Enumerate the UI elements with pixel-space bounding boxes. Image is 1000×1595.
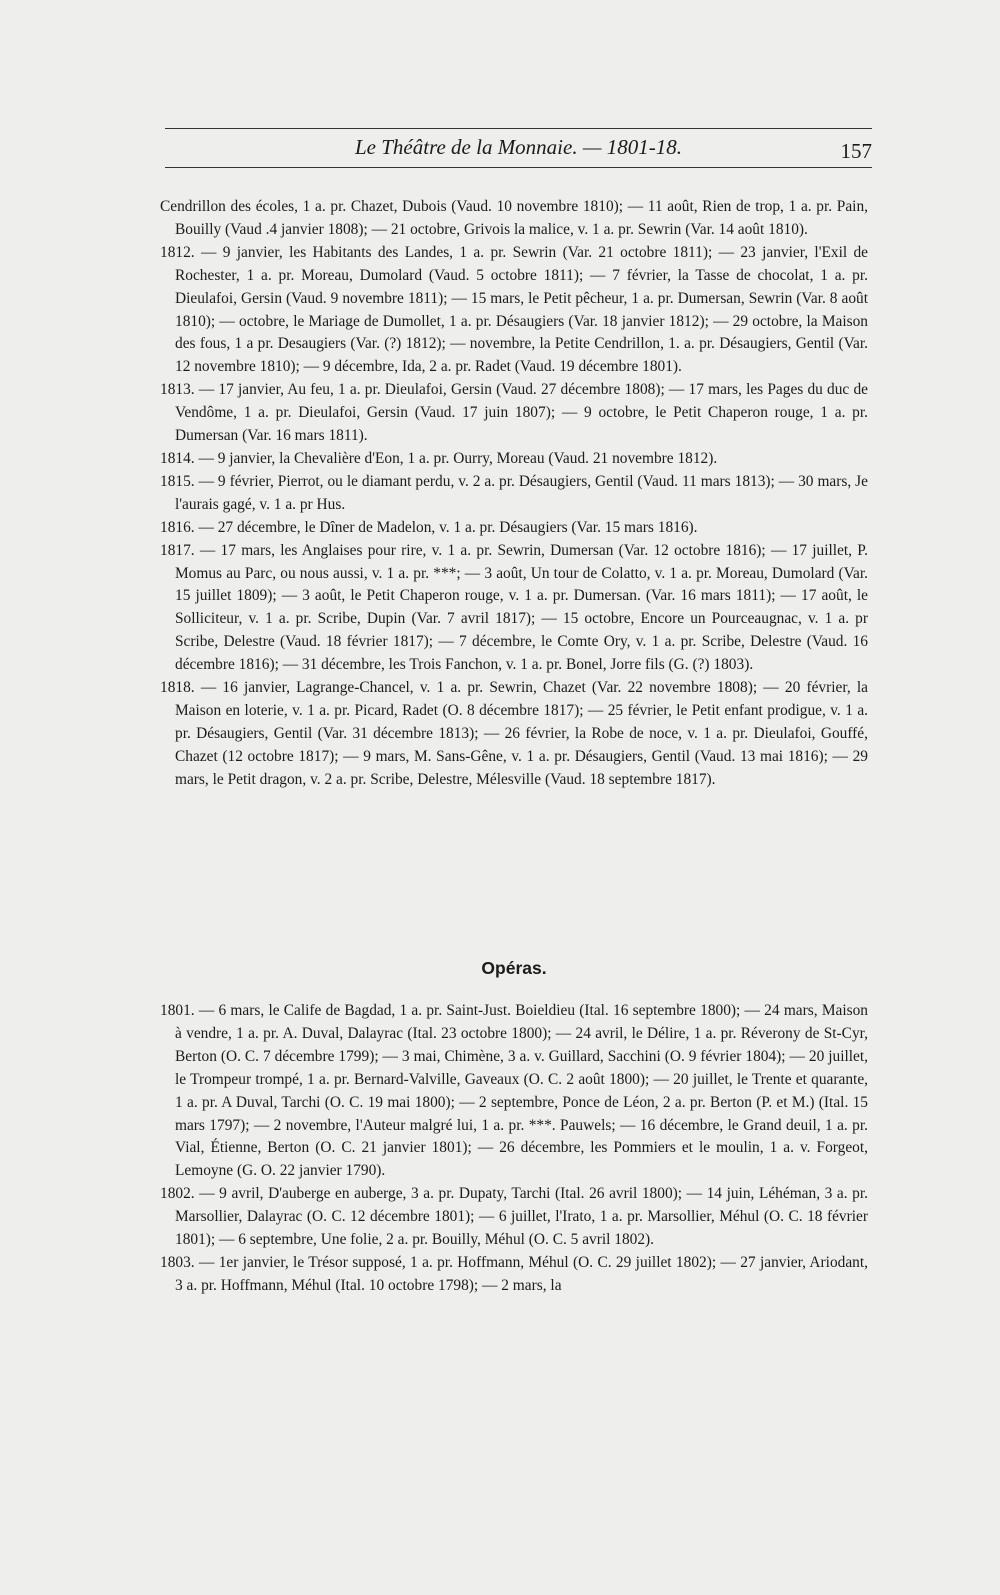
entry-paragraph: 1813. — 17 janvier, Au feu, 1 a. pr. Dieulafoi, Gersin (Vaud. 27 décembre 1808); — 17 mars, les Pages du duc de Vendôme, 1 a. pr. Dieulafoi, Gersin (Vaud. 17 juin 1807); — 9 octobre, le Petit Chaperon rouge, 1 a. pr. Dumersan (Var. 16 mars 1811). <box>160 381 868 445</box>
entry-paragraph: 1814. — 9 janvier, la Chevalière d'Eon, 1 a. pr. Ourry, Moreau (Vaud. 21 novembre 1812). <box>160 449 718 467</box>
header-rule-bottom <box>165 167 872 168</box>
entry-paragraph: 1802. — 9 avril, D'auberge en auberge, 3 a. pr. Dupaty, Tarchi (Ital. 26 avril 1800); — 14 juin, Léhéman, 3 a. pr. Marsollier, Dalayrac (O. C. 12 décembre 1801); — 6 juillet, l'Irato, 1 a. pr. Marsollier, Méhul (O. C. 18 février 1801); — 6 septembre, Une folie, 2 a. pr. Bouilly, Méhul (O. C. 5 avril 1802). <box>160 1185 868 1249</box>
header-rule-top <box>165 128 872 129</box>
entry-paragraph: 1817. — 17 mars, les Anglaises pour rire, v. 1 a. pr. Sewrin, Dumersan (Var. 12 octobre 1816); — 17 juillet, P. Momus au Parc, ou nous aussi, v. 1 a. pr. ***; — 3 août, Un tour de Colatto, v. 1 a. pr. Moreau, Dumolard (Var. 15 juillet 1809); — 3 août, le Petit Chaperon rouge, v. 1 a. pr. Dumersan. (Var. 16 mars 1811); — 17 août, le Solliciteur, v. 1 a. pr. Scribe, Dupin (Var. 7 avril 1817); — 15 octobre, Encore un Pourceaugnac, v. 1 a. pr Scribe, Delestre (Vaud. 18 février 1817); — 7 décembre, le Comte Ory, v. 1 a. pr. Scribe, Delestre (Vaud. 16 décembre 1816); — 31 décembre, les Trois Fanchon, v. 1 a. pr. Bonel, Jorre fils (G. (?) 1803). <box>160 541 868 674</box>
opera-entries <box>160 1000 868 1298</box>
entry-paragraph: 1801. — 6 mars, le Calife de Bagdad, 1 a. pr. Saint-Just. Boieldieu (Ital. 16 septembre 1800); — 24 mars, Maison à vendre, 1 a. pr. A. Duval, Dalayrac (Ital. 23 octobre 1800); — 24 avril, le Délire, 1 a. pr. Réverony de St-Cyr, Berton (O. C. 7 décembre 1799); — 3 mai, Chimène, 3 a. v. Guillard, Sacchini (O. 9 février 1804); — 20 juillet, le Trompeur trompé, 1 a. pr. Bernard-Valville, Gaveaux (O. C. 2 août 1800); — 20 juillet, le Trente et quarante, 1 a. pr. A Duval, Tarchi (O. C. 19 mai 1800); — 2 septembre, Ponce de Léon, 2 a. pr. Berton (P. et M.) (Ital. 15 mars 1797); — 2 novembre, l'Auteur malgré lui, 1 a. pr. ***. Pauwels; — 16 décembre, le Grand deuil, 1 a. pr. Vial, Étienne, Berton (O. C. 21 janvier 1801); — 26 décembre, les Pommiers et le moulin, 1 a. v. Forgeot, Lemoyne (G. O. 22 janvier 1790). <box>160 1002 868 1180</box>
entry-paragraph: 1815. — 9 février, Pierrot, ou le diamant perdu, v. 2 a. pr. Désaugiers, Gentil (Vaud. 11 mars 1813); — 30 mars, Je l'aurais gagé, v. 1 a. pr Hus. <box>160 472 868 513</box>
entry-paragraph: 1816. — 27 décembre, le Dîner de Madelon, v. 1 a. pr. Désaugiers (Var. 15 mars 1816). <box>160 518 698 536</box>
running-title: Le Théâtre de la Monnaie. — 1801-18. <box>354 135 683 159</box>
entry-paragraph: 1803. — 1er janvier, le Trésor supposé, 1 a. pr. Hoffmann, Méhul (O. C. 29 juillet 1802); — 27 janvier, Ariodant, 3 a. pr. Hoffmann, Méhul (Ital. 10 octobre 1798); — 2 mars, la <box>160 1253 868 1294</box>
page-number: 157 <box>840 139 872 163</box>
entry-paragraph: 1818. — 16 janvier, Lagrange-Chancel, v. 1 a. pr. Sewrin, Chazet (Var. 22 novembre 1808); — 20 février, la Maison en loterie, v. 1 a. pr. Picard, Radet (O. 8 décembre 1817); — 25 février, le Petit enfant prodigue, v. 1 a. pr. Désaugiers, Gentil (Var. 31 décembre 1813); — 26 février, la Robe de noce, v. 1 a. pr. Dieulafoi, Gouffé, Chazet (12 octobre 1817); — 9 mars, M. Sans-Gêne, v. 1 a. pr. Désaugiers, Gentil (Vaud. 13 mai 1816); — 29 mars, le Petit dragon, v. 2 a. pr. Scribe, Delestre, Mélesville (Vaud. 18 septembre 1817). <box>160 679 868 788</box>
running-header <box>165 132 872 166</box>
entry-paragraph: 1812. — 9 janvier, les Habitants des Landes, 1 a. pr. Sewrin (Var. 21 octobre 1811); — 23 janvier, l'Exil de Rochester, 1 a. pr. Moreau, Dumolard (Vaud. 5 octobre 1811); — 7 février, la Tasse de chocolat, 1 a. pr. Dieulafoi, Gersin (Vaud. 9 novembre 1811); — 15 mars, le Petit pêcheur, 1 a. pr. Dumersan, Sewrin (Var. 8 août 1810); — octobre, le Mariage de Dumollet, 1 a. pr. Désaugiers (Var. 18 janvier 1812); — 29 octobre, la Maison des fous, 1 a pr. Desaugiers (Var. (?) 1812); — novembre, la Petite Cendrillon, 1. a. pr. Désaugiers, Gentil (Var. 12 novembre 1810); — 9 décembre, Ida, 2 a. pr. Radet (Vaud. 19 décembre 1801). <box>160 243 868 376</box>
section-heading-operas: Opéras. <box>481 958 547 978</box>
vaudeville-entries <box>160 196 868 792</box>
entry-paragraph: Cendrillon des écoles, 1 a. pr. Chazet, Dubois (Vaud. 10 novembre 1810); — 11 août, Rien de trop, 1 a. pr. Pain, Bouilly (Vaud .4 janvier 1808); — 21 octobre, Grivois la malice, v. 1 a. pr. Sewrin (Var. 14 août 1810). <box>160 198 868 238</box>
